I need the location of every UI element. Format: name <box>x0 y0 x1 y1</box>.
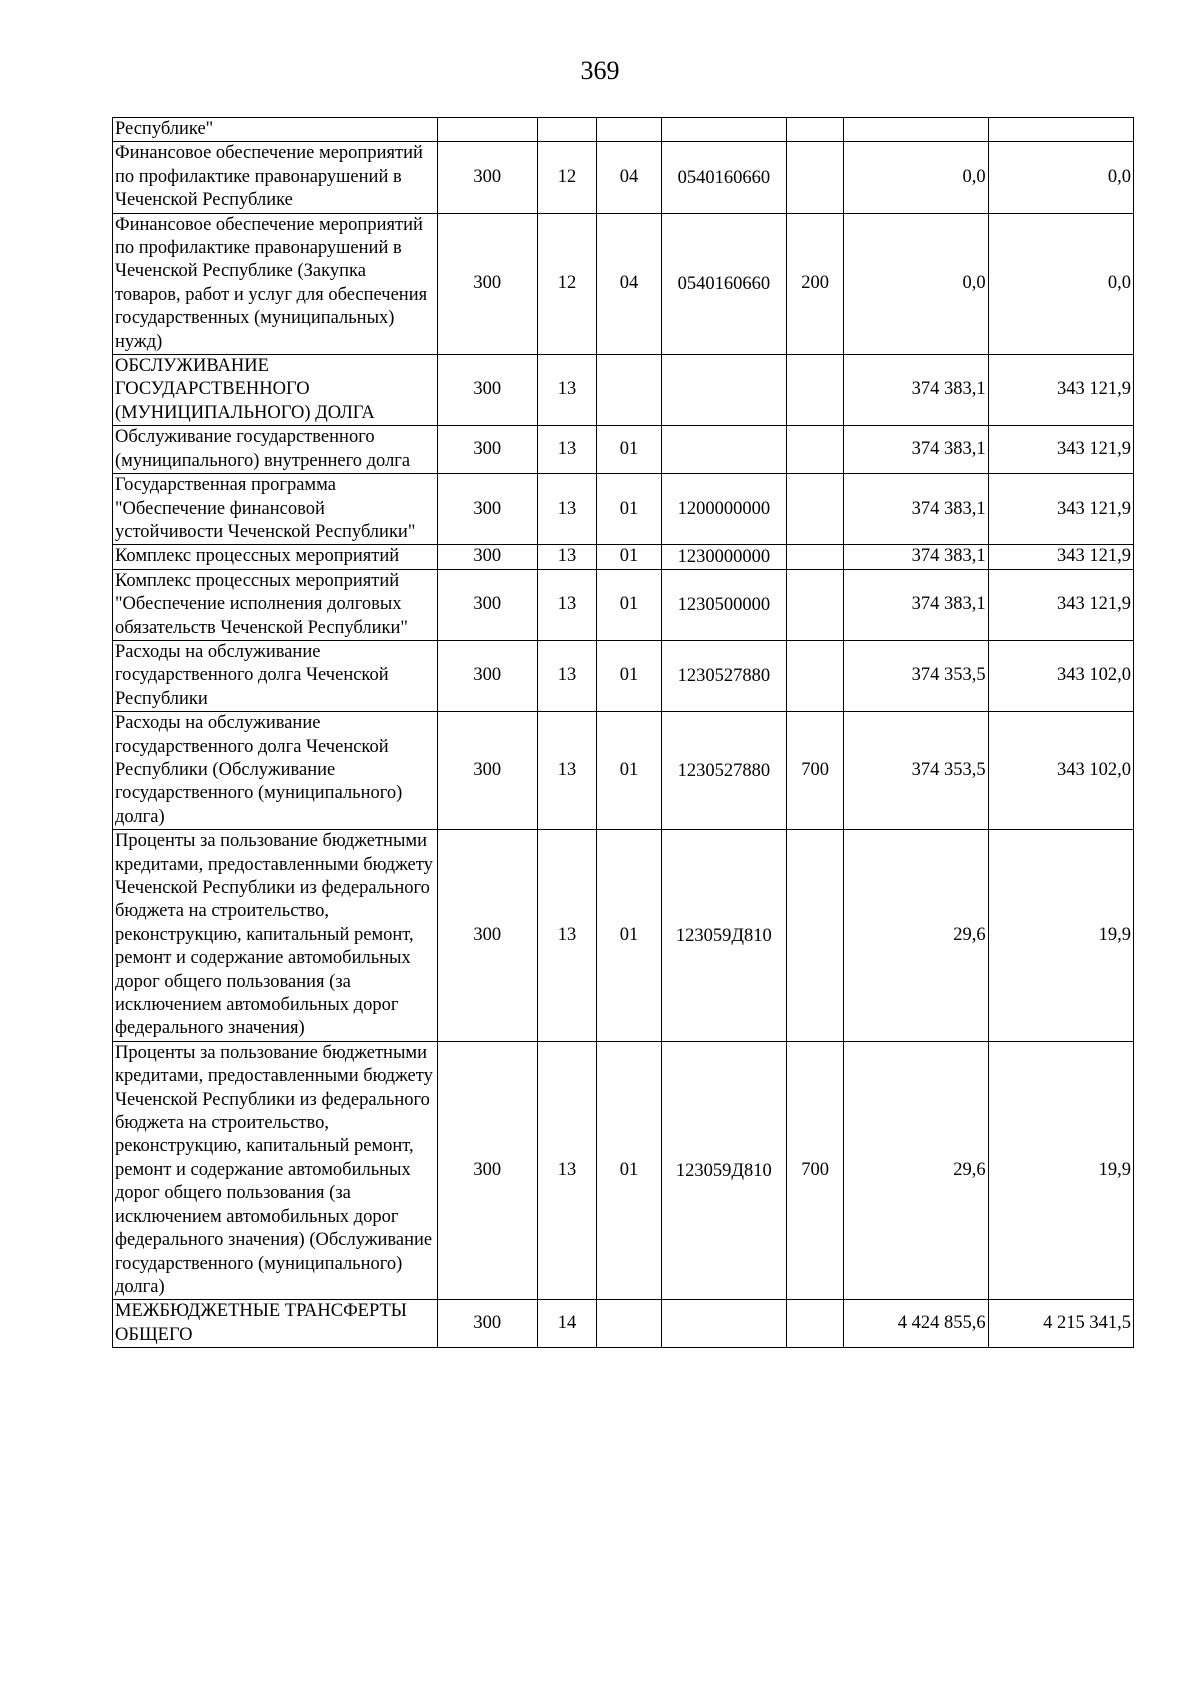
row-section-code: 14 <box>537 1300 597 1348</box>
row-expense-type <box>786 830 844 1042</box>
row-target-article: 1230000000 <box>661 545 786 569</box>
row-amount-1: 29,6 <box>844 830 988 1042</box>
row-subsection-code: 01 <box>597 830 662 1042</box>
budget-table <box>112 117 1134 1348</box>
row-expense-type <box>786 118 844 142</box>
row-amount-1: 374 383,1 <box>844 426 988 474</box>
row-amount-1: 374 383,1 <box>844 474 988 545</box>
row-amount-1: 29,6 <box>844 1041 988 1299</box>
row-ministry-code: 300 <box>437 712 537 830</box>
row-amount-2: 343 121,9 <box>988 426 1133 474</box>
row-amount-1: 374 353,5 <box>844 640 988 711</box>
row-section-code: 13 <box>537 474 597 545</box>
row-subsection-code: 01 <box>597 712 662 830</box>
row-section-code: 13 <box>537 640 597 711</box>
row-subsection-code: 01 <box>597 545 662 569</box>
row-amount-2: 0,0 <box>988 213 1133 354</box>
table-row <box>113 712 1134 830</box>
row-name: ОБСЛУЖИВАНИЕ ГОСУДАРСТВЕННОГО (МУНИЦИПАЛЬНОГО) ДОЛГА <box>113 355 438 426</box>
row-section-code: 13 <box>537 426 597 474</box>
row-subsection-code: 01 <box>597 474 662 545</box>
row-expense-type: 700 <box>786 712 844 830</box>
table-row <box>113 640 1134 711</box>
row-subsection-code <box>597 118 662 142</box>
page-number: 369 <box>580 56 620 85</box>
row-subsection-code: 04 <box>597 142 662 213</box>
row-subsection-code: 01 <box>597 426 662 474</box>
row-amount-1: 374 353,5 <box>844 712 988 830</box>
row-name: Финансовое обеспечение мероприятий по профилактике правонарушений в Чеченской Республике <box>113 142 438 213</box>
row-section-code: 13 <box>537 712 597 830</box>
table-row <box>113 1300 1134 1348</box>
row-section-code: 13 <box>537 830 597 1042</box>
row-name: Комплекс процессных мероприятий <box>113 545 438 569</box>
table-row <box>113 545 1134 569</box>
table-row <box>113 118 1134 142</box>
row-section-code: 13 <box>537 355 597 426</box>
row-expense-type <box>786 640 844 711</box>
table-row <box>113 830 1134 1042</box>
row-ministry-code: 300 <box>437 569 537 640</box>
row-name: Проценты за пользование бюджетными кредитами, предоставленными бюджету Чеченской Республики из федерального бюджета на строительство, реконструкцию, капитальный ремонт, ремонт и содержание автомобильных дорог общего пользования (за исключением автомобильных дорог федерального значения) <box>113 830 438 1042</box>
table-row <box>113 569 1134 640</box>
row-amount-2 <box>988 118 1133 142</box>
row-ministry-code: 300 <box>437 355 537 426</box>
row-subsection-code <box>597 355 662 426</box>
row-target-article: 1230527880 <box>661 712 786 830</box>
row-amount-1: 374 383,1 <box>844 569 988 640</box>
row-amount-1: 374 383,1 <box>844 545 988 569</box>
table-row <box>113 355 1134 426</box>
row-section-code: 12 <box>537 213 597 354</box>
row-amount-2: 4 215 341,5 <box>988 1300 1133 1348</box>
row-ministry-code: 300 <box>437 545 537 569</box>
row-ministry-code: 300 <box>437 426 537 474</box>
row-expense-type <box>786 142 844 213</box>
row-target-article: 1230500000 <box>661 569 786 640</box>
table-row <box>113 213 1134 354</box>
row-ministry-code: 300 <box>437 213 537 354</box>
row-ministry-code: 300 <box>437 640 537 711</box>
row-expense-type <box>786 355 844 426</box>
row-amount-2: 19,9 <box>988 830 1133 1042</box>
row-expense-type <box>786 426 844 474</box>
row-target-article: 1230527880 <box>661 640 786 711</box>
row-amount-2: 343 102,0 <box>988 712 1133 830</box>
row-amount-1 <box>844 118 988 142</box>
table-row <box>113 426 1134 474</box>
row-target-article: 1200000000 <box>661 474 786 545</box>
row-name: Проценты за пользование бюджетными кредитами, предоставленными бюджету Чеченской Республики из федерального бюджета на строительство, реконструкцию, капитальный ремонт, ремонт и содержание автомобильных дорог общего пользования (за исключением автомобильных дорог федерального значения) (Обслуживание государственного (муниципального) долга) <box>113 1041 438 1299</box>
row-subsection-code: 01 <box>597 640 662 711</box>
row-section-code: 13 <box>537 1041 597 1299</box>
row-name: Государственная программа "Обеспечение финансовой устойчивости Чеченской Республики" <box>113 474 438 545</box>
row-amount-2: 343 121,9 <box>988 474 1133 545</box>
row-expense-type <box>786 569 844 640</box>
row-target-article: 123059Д810 <box>661 1041 786 1299</box>
row-ministry-code: 300 <box>437 830 537 1042</box>
row-name: Расходы на обслуживание государственного долга Чеченской Республики (Обслуживание государственного (муниципального) долга) <box>113 712 438 830</box>
row-section-code: 12 <box>537 142 597 213</box>
row-amount-2: 343 121,9 <box>988 545 1133 569</box>
table-row <box>113 142 1134 213</box>
row-name: Республике" <box>113 118 438 142</box>
row-amount-1: 0,0 <box>844 142 988 213</box>
table-row <box>113 1041 1134 1299</box>
row-ministry-code: 300 <box>437 1041 537 1299</box>
row-name: Финансовое обеспечение мероприятий по профилактике правонарушений в Чеченской Республике (Закупка товаров, работ и услуг для обеспечения государственных (муниципальных) нужд) <box>113 213 438 354</box>
row-target-article: 0540160660 <box>661 213 786 354</box>
table-row <box>113 474 1134 545</box>
row-subsection-code <box>597 1300 662 1348</box>
row-target-article: 123059Д810 <box>661 830 786 1042</box>
row-expense-type <box>786 1300 844 1348</box>
row-amount-2: 19,9 <box>988 1041 1133 1299</box>
row-amount-2: 343 121,9 <box>988 355 1133 426</box>
row-subsection-code: 04 <box>597 213 662 354</box>
row-amount-2: 343 102,0 <box>988 640 1133 711</box>
row-section-code: 13 <box>537 569 597 640</box>
row-subsection-code: 01 <box>597 1041 662 1299</box>
row-name: Комплекс процессных мероприятий "Обеспечение исполнения долговых обязательств Чеченской Республики" <box>113 569 438 640</box>
row-amount-2: 343 121,9 <box>988 569 1133 640</box>
row-expense-type: 700 <box>786 1041 844 1299</box>
row-section-code <box>537 118 597 142</box>
row-name: Расходы на обслуживание государственного долга Чеченской Республики <box>113 640 438 711</box>
row-ministry-code <box>437 118 537 142</box>
row-target-article <box>661 118 786 142</box>
row-target-article: 0540160660 <box>661 142 786 213</box>
row-subsection-code: 01 <box>597 569 662 640</box>
row-amount-2: 0,0 <box>988 142 1133 213</box>
row-section-code: 13 <box>537 545 597 569</box>
row-name: Обслуживание государственного (муниципального) внутреннего долга <box>113 426 438 474</box>
row-target-article <box>661 426 786 474</box>
row-ministry-code: 300 <box>437 474 537 545</box>
row-expense-type <box>786 545 844 569</box>
row-target-article <box>661 355 786 426</box>
row-name: МЕЖБЮДЖЕТНЫЕ ТРАНСФЕРТЫ ОБЩЕГО <box>113 1300 438 1348</box>
row-amount-1: 0,0 <box>844 213 988 354</box>
row-target-article <box>661 1300 786 1348</box>
row-amount-1: 4 424 855,6 <box>844 1300 988 1348</box>
row-ministry-code: 300 <box>437 142 537 213</box>
row-expense-type <box>786 474 844 545</box>
row-ministry-code: 300 <box>437 1300 537 1348</box>
row-expense-type: 200 <box>786 213 844 354</box>
row-amount-1: 374 383,1 <box>844 355 988 426</box>
